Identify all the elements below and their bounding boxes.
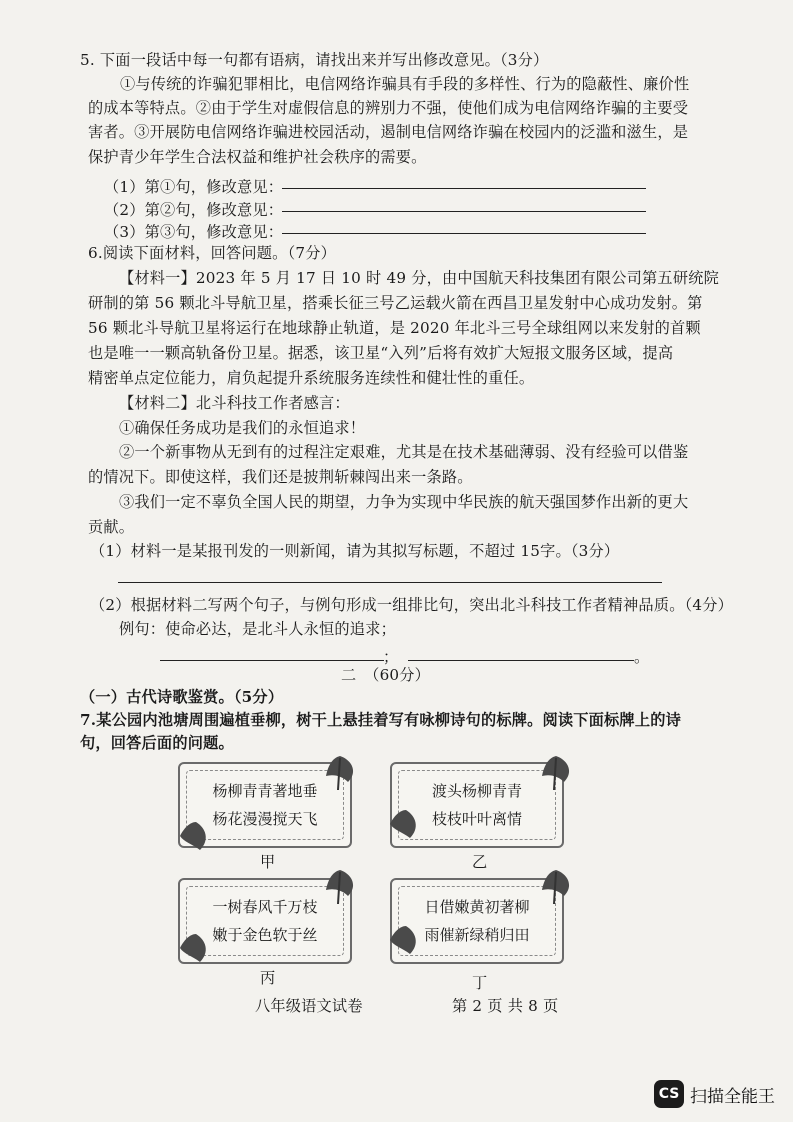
q6-material2-line: 贡献。 — [88, 518, 135, 536]
leaf-decoration-icon — [534, 752, 578, 796]
footer-page-number: 第 2 页 共 8 页 — [452, 997, 559, 1015]
plaque-label: 丙 — [260, 969, 276, 987]
punct-semicolon: ； — [383, 648, 399, 666]
q6-material2-line: ②一个新事物从无到有的过程注定艰难，尤其是在技术基础薄弱、没有经验可以借鉴 — [119, 443, 689, 461]
answer-line — [282, 233, 646, 234]
leaf-decoration-icon — [386, 806, 426, 846]
answer-line — [160, 660, 384, 661]
camscanner-logo-icon: CS — [654, 1080, 684, 1108]
q5-title: 5. 下面一段话中每一句都有语病，请找出来并写出修改意见。（3分） — [80, 51, 549, 69]
answer-line — [118, 582, 662, 583]
scanner-app-name: 扫描全能王 — [690, 1086, 775, 1107]
q6-title: 6.阅读下面材料，回答问题。（7分） — [88, 244, 336, 262]
q6-material2-line: ③我们一定不辜负全国人民的期望，力争为实现中华民族的航天强国梦作出新的更大 — [119, 493, 689, 511]
answer-line — [282, 211, 646, 212]
q6-sub1: （1）材料一是某报刊发的一则新闻，请为其拟写标题，不超过 15字。（3分） — [90, 542, 620, 560]
leaf-decoration-icon — [318, 752, 362, 796]
footer-exam-name: 八年级语文试卷 — [255, 997, 363, 1015]
q6-material1-line: 56 颗北斗导航卫星将运行在地球静止轨道，是 2020 年北斗三号全球组网以来发射的首颗 — [88, 319, 701, 337]
q7-line: 7.某公园内池塘周围遍植垂柳，树干上悬挂着写有咏柳诗句的标牌。阅读下面标牌上的诗 — [80, 711, 681, 729]
q5-answer-label: （1）第①句，修改意见： — [104, 178, 284, 196]
poem-line: 一树春风千万枝 — [212, 898, 318, 916]
poem-line: 嫩于金色软于丝 — [212, 926, 318, 944]
poem-line: 枝枝叶叶离情 — [431, 810, 522, 828]
plaque-label: 乙 — [472, 853, 488, 871]
plaque-label: 丁 — [472, 974, 488, 992]
leaf-decoration-icon — [176, 818, 216, 858]
plaque-label: 甲 — [260, 853, 276, 871]
q5-line: ①与传统的诈骗犯罪相比，电信网络诈骗具有手段的多样性、行为的隐蔽性、廉价性 — [120, 75, 690, 93]
q6-material1-line: 精密单点定位能力，肩负起提升系统服务连续性和健壮性的重任。 — [88, 369, 535, 387]
q5-line: 的成本等特点。②由于学生对虚假信息的辨别力不强，使他们成为电信网络诈骗的主要受 — [88, 99, 689, 117]
q6-material2-line: ①确保任务成功是我们的永恒追求！ — [119, 419, 366, 437]
q6-material1-line: 研制的第 56 颗北斗导航卫星，搭乘长征三号乙运载火箭在西昌卫星发射中心成功发射。第 — [88, 294, 703, 312]
q5-answer-label: （3）第③句，修改意见： — [104, 223, 284, 241]
q7-line: 句，回答后面的问题。 — [80, 734, 234, 752]
q6-material1-line: 也是唯一一颗高轨备份卫星。据悉，该卫星“入列”后将有效扩大短报文服务区域，提高 — [88, 344, 674, 362]
punct-period: 。 — [634, 648, 650, 666]
poem-line: 杨柳青青著地垂 — [212, 782, 318, 800]
q5-line: 害者。③开展防电信网络诈骗进校园活动，遏制电信网络诈骗在校园内的泛滥和滋生，是 — [88, 123, 689, 141]
leaf-decoration-icon — [534, 866, 578, 910]
poem-line: 日借嫩黄初著柳 — [424, 898, 530, 916]
poem-line: 渡头杨柳青青 — [431, 782, 522, 800]
q5-line: 保护青少年学生合法权益和维护社会秩序的需要。 — [88, 148, 427, 166]
q6-example: 例句：使命必达，是北斗人永恒的追求； — [119, 620, 396, 638]
leaf-decoration-icon — [176, 930, 216, 970]
leaf-decoration-icon — [386, 922, 426, 962]
poem-line: 杨花漫漫搅天飞 — [212, 810, 318, 828]
q5-answer-label: （2）第②句，修改意见： — [104, 201, 284, 219]
section-heading: 二 （60分） — [341, 666, 431, 684]
section-subheading: （一）古代诗歌鉴赏。（5分） — [80, 688, 284, 706]
q6-material2-line: 的情况下。即使这样，我们还是披荆斩棘闯出来一条路。 — [88, 468, 473, 486]
answer-line — [282, 188, 646, 189]
q6-material2-line: 【材料二】北斗科技工作者感言： — [119, 394, 350, 412]
poem-line: 雨催新绿稍归田 — [424, 926, 530, 944]
q6-sub2: （2）根据材料二写两个句子，与例句形成一组排比句，突出北斗科技工作者精神品质。（4分） — [90, 596, 734, 614]
q6-material1-line: 【材料一】2023 年 5 月 17 日 10 时 49 分，由中国航天科技集团有限公司第五研统院 — [119, 269, 719, 287]
answer-line — [408, 660, 634, 661]
leaf-decoration-icon — [318, 866, 362, 910]
scanner-watermark — [654, 1080, 775, 1108]
